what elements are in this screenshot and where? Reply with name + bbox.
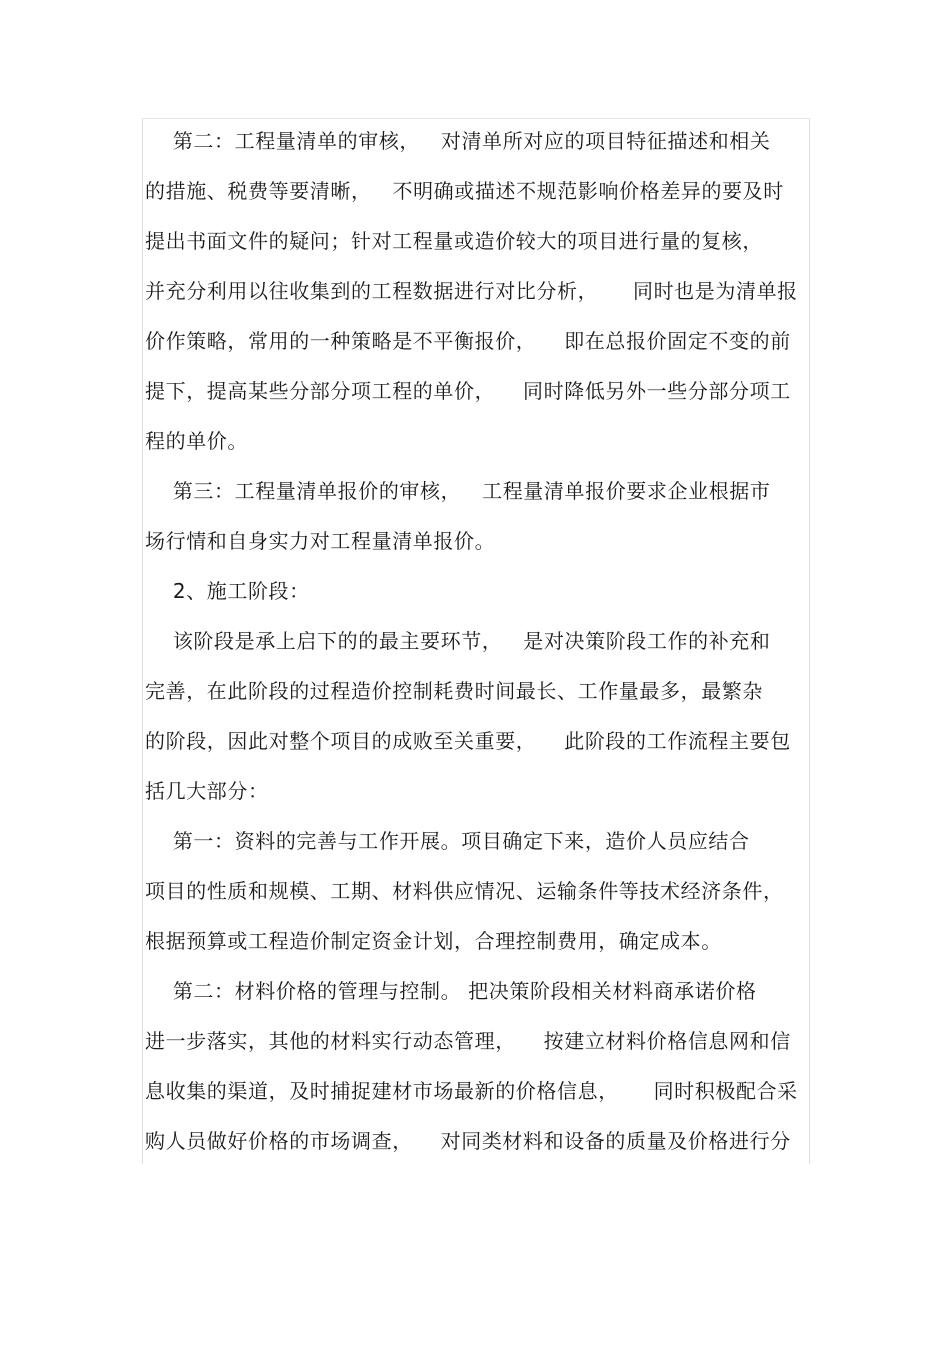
text-line: 的措施、税费等要清晰， 不明确或描述不规范影响价格差异的要及时 (145, 179, 784, 203)
text-line: 场行情和自身实力对工程量清单报价。 (145, 529, 496, 553)
text-line: 并充分利用以往收集到的工程数据进行对比分析， 同时也是为清单报 (145, 279, 798, 303)
text-line: 提出书面文件的疑问；针对工程量或造价较大的项目进行量的复核， (145, 229, 763, 253)
text-line: 完善，在此阶段的过程造价控制耗费时间最长、工作量最多，最繁杂 (145, 679, 763, 703)
text-line: 购人员做好价格的市场调查， 对同类材料和设备的质量及价格进行分 (145, 1129, 791, 1153)
text-line: 第三：工程量清单报价的审核， 工程量清单报价要求企业根据市 (145, 479, 771, 503)
section-heading: 2、施工阶段： (145, 579, 310, 603)
text-line: 进一步落实，其他的材料实行动态管理， 按建立材料价格信息网和信 (145, 1029, 791, 1053)
text-line: 第二：材料价格的管理与控制。 把决策阶段相关材料商承诺价格 (145, 979, 757, 1003)
text-line: 括几大部分： (145, 779, 269, 803)
text-line: 的阶段，因此对整个项目的成败至关重要， 此阶段的工作流程主要包 (145, 729, 791, 753)
text-line: 根据预算或工程造价制定资金计划，合理控制费用，确定成本。 (145, 929, 722, 953)
text-line: 第二：工程量清单的审核， 对清单所对应的项目特征描述和相关 (145, 129, 771, 153)
text-line: 第一：资料的完善与工作开展。项目确定下来，造价人员应结合 (145, 829, 750, 853)
text-line: 提下，提高某些分部分项工程的单价， 同时降低另外一些分部分项工 (145, 379, 791, 403)
text-line: 程的单价。 (145, 429, 248, 453)
text-line: 息收集的渠道，及时捕捉建材市场最新的价格信息， 同时积极配合采 (145, 1079, 798, 1103)
text-line: 项目的性质和规模、工期、材料供应情况、运输条件等技术经济条件， (145, 879, 784, 903)
text-line: 该阶段是承上启下的的最主要环节， 是对决策阶段工作的补充和 (145, 629, 771, 653)
text-line: 价作策略，常用的一种策略是不平衡报价， 即在总报价固定不变的前 (145, 329, 791, 353)
